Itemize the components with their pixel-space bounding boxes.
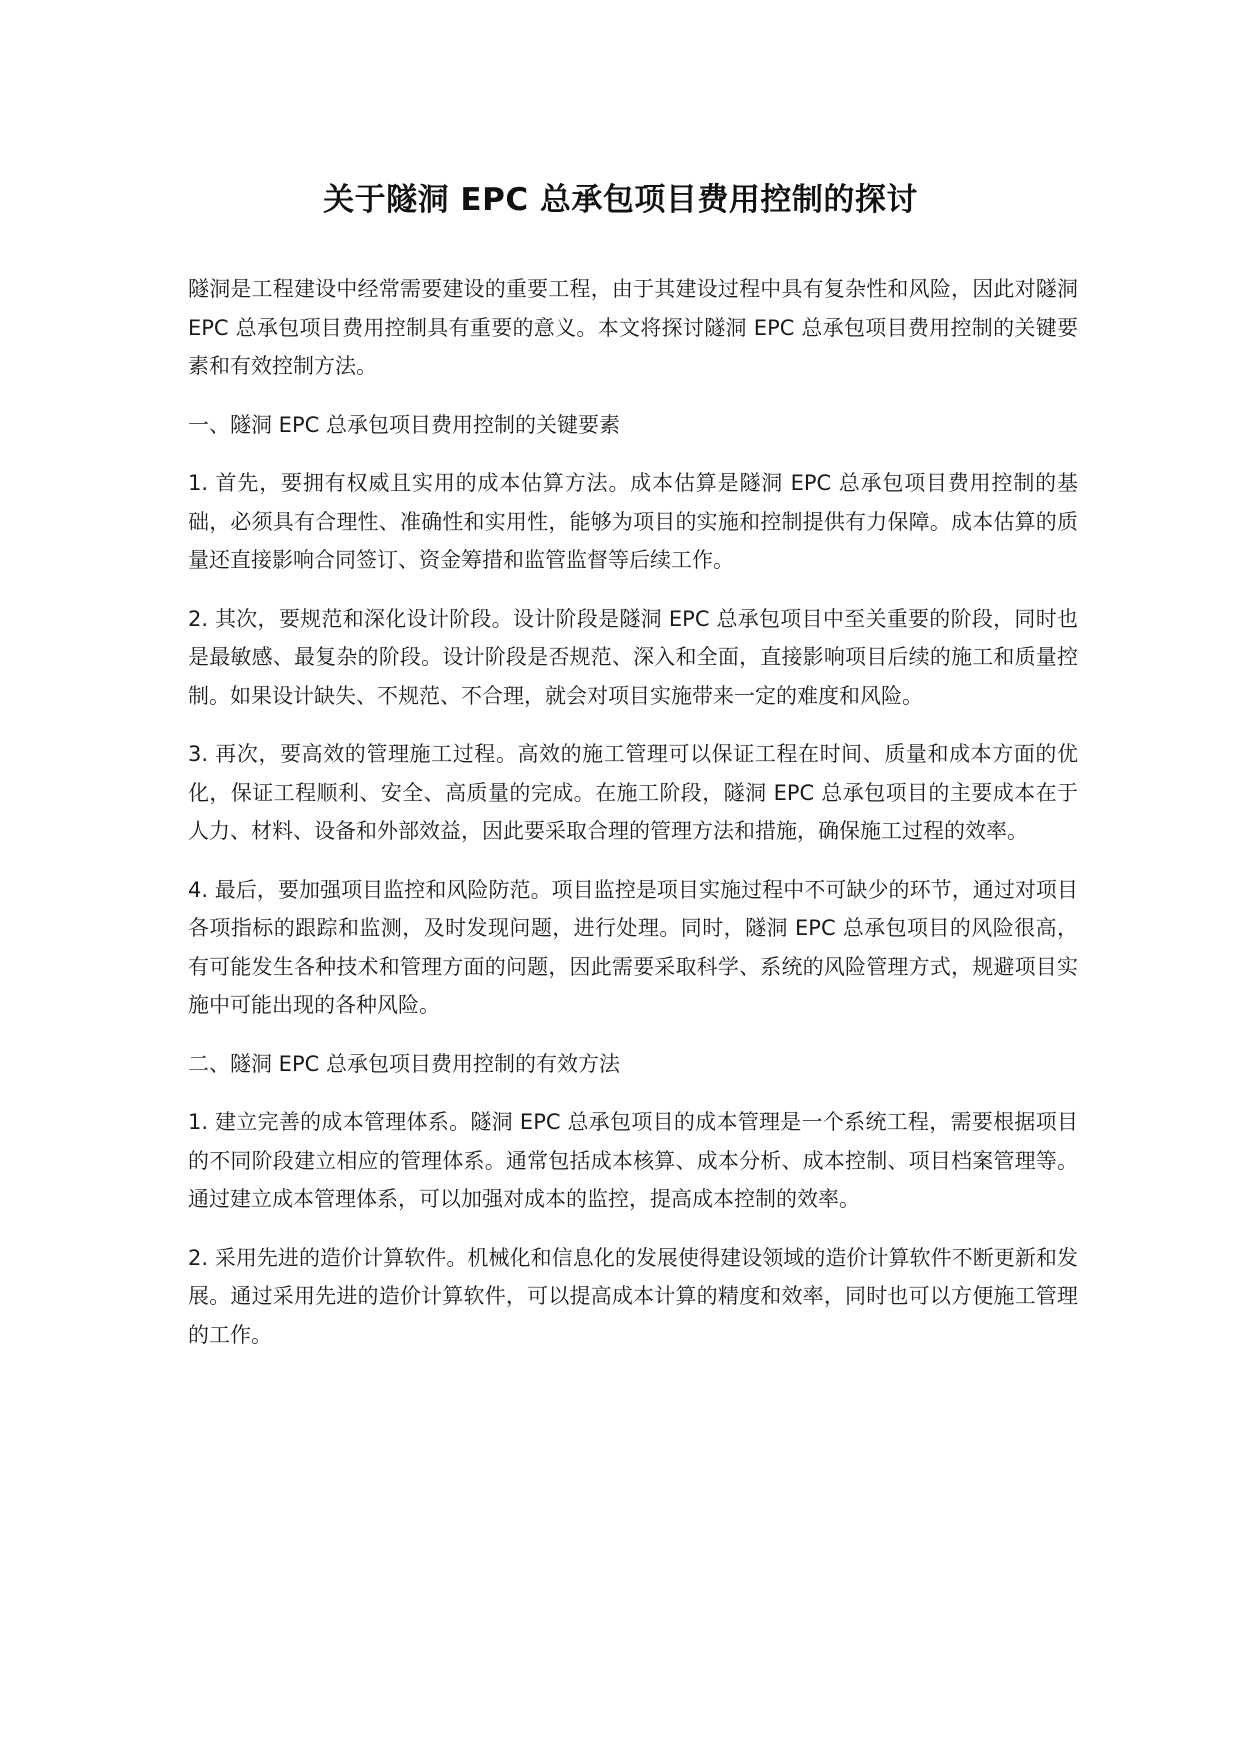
document-body [188, 270, 1078, 1374]
section-2-item-2: 2. 采用先进的造价计算软件。机械化和信息化的发展使得建设领域的造价计算软件不断更新和发展。通过采用先进的造价计算软件，可以提高成本计算的精度和效率，同时也可以方便施工管理的工作。 [188, 1245, 1078, 1347]
section-1-item-1: 1. 首先，要拥有权威且实用的成本估算方法。成本估算是隧洞 EPC 总承包项目费用控制的基础，必须具有合理性、准确性和实用性，能够为项目的实施和控制提供有力保障。成本估算的质量还直接影响合同签订、资金筹措和监管监督等后续工作。 [188, 471, 1078, 572]
section-2-item-1: 1. 建立完善的成本管理体系。隧洞 EPC 总承包项目的成本管理是一个系统工程，需要根据项目的不同阶段建立相应的管理体系。通常包括成本核算、成本分析、成本控制、项目档案管理等。通过建立成本管理体系，可以加强对成本的监控，提高成本控制的效率。 [188, 1110, 1078, 1211]
section-1-item-2: 2. 其次，要规范和深化设计阶段。设计阶段是隧洞 EPC 总承包项目中至关重要的阶段，同时也是最敏感、最复杂的阶段。设计阶段是否规范、深入和全面，直接影响项目后续的施工和质量控制。如果设计缺失、不规范、不合理，就会对项目实施带来一定的难度和风险。 [188, 606, 1078, 708]
section-1-item-3: 3. 再次，要高效的管理施工过程。高效的施工管理可以保证工程在时间、质量和成本方面的优化，保证工程顺利、安全、高质量的完成。在施工阶段，隧洞 EPC 总承包项目的主要成本在于人力、材料、设备和外部效益，因此要采取合理的管理方法和措施，确保施工过程的效率。 [188, 742, 1078, 843]
document-title: 关于隧洞 EPC 总承包项目费用控制的探讨 [323, 182, 918, 218]
section-2-heading: 二、隧洞 EPC 总承包项目费用控制的有效方法 [188, 1051, 620, 1076]
intro-paragraph: 隧洞是工程建设中经常需要建设的重要工程，由于其建设过程中具有复杂性和风险，因此对隧洞 EPC 总承包项目费用控制具有重要的意义。本文将探讨隧洞 EPC 总承包项目费用控制的关键要素和有效控制方法。 [188, 277, 1078, 378]
section-1-item-4: 4. 最后，要加强项目监控和风险防范。项目监控是项目实施过程中不可缺少的环节，通过对项目各项指标的跟踪和监测，及时发现问题，进行处理。同时，隧洞 EPC 总承包项目的风险很高，有可能发生各种技术和管理方面的问题，因此需要采取科学、系统的风险管理方式，规避项目实施中可能出现的各种风险。 [188, 877, 1078, 1017]
section-1-heading: 一、隧洞 EPC 总承包项目费用控制的关键要素 [188, 412, 620, 437]
